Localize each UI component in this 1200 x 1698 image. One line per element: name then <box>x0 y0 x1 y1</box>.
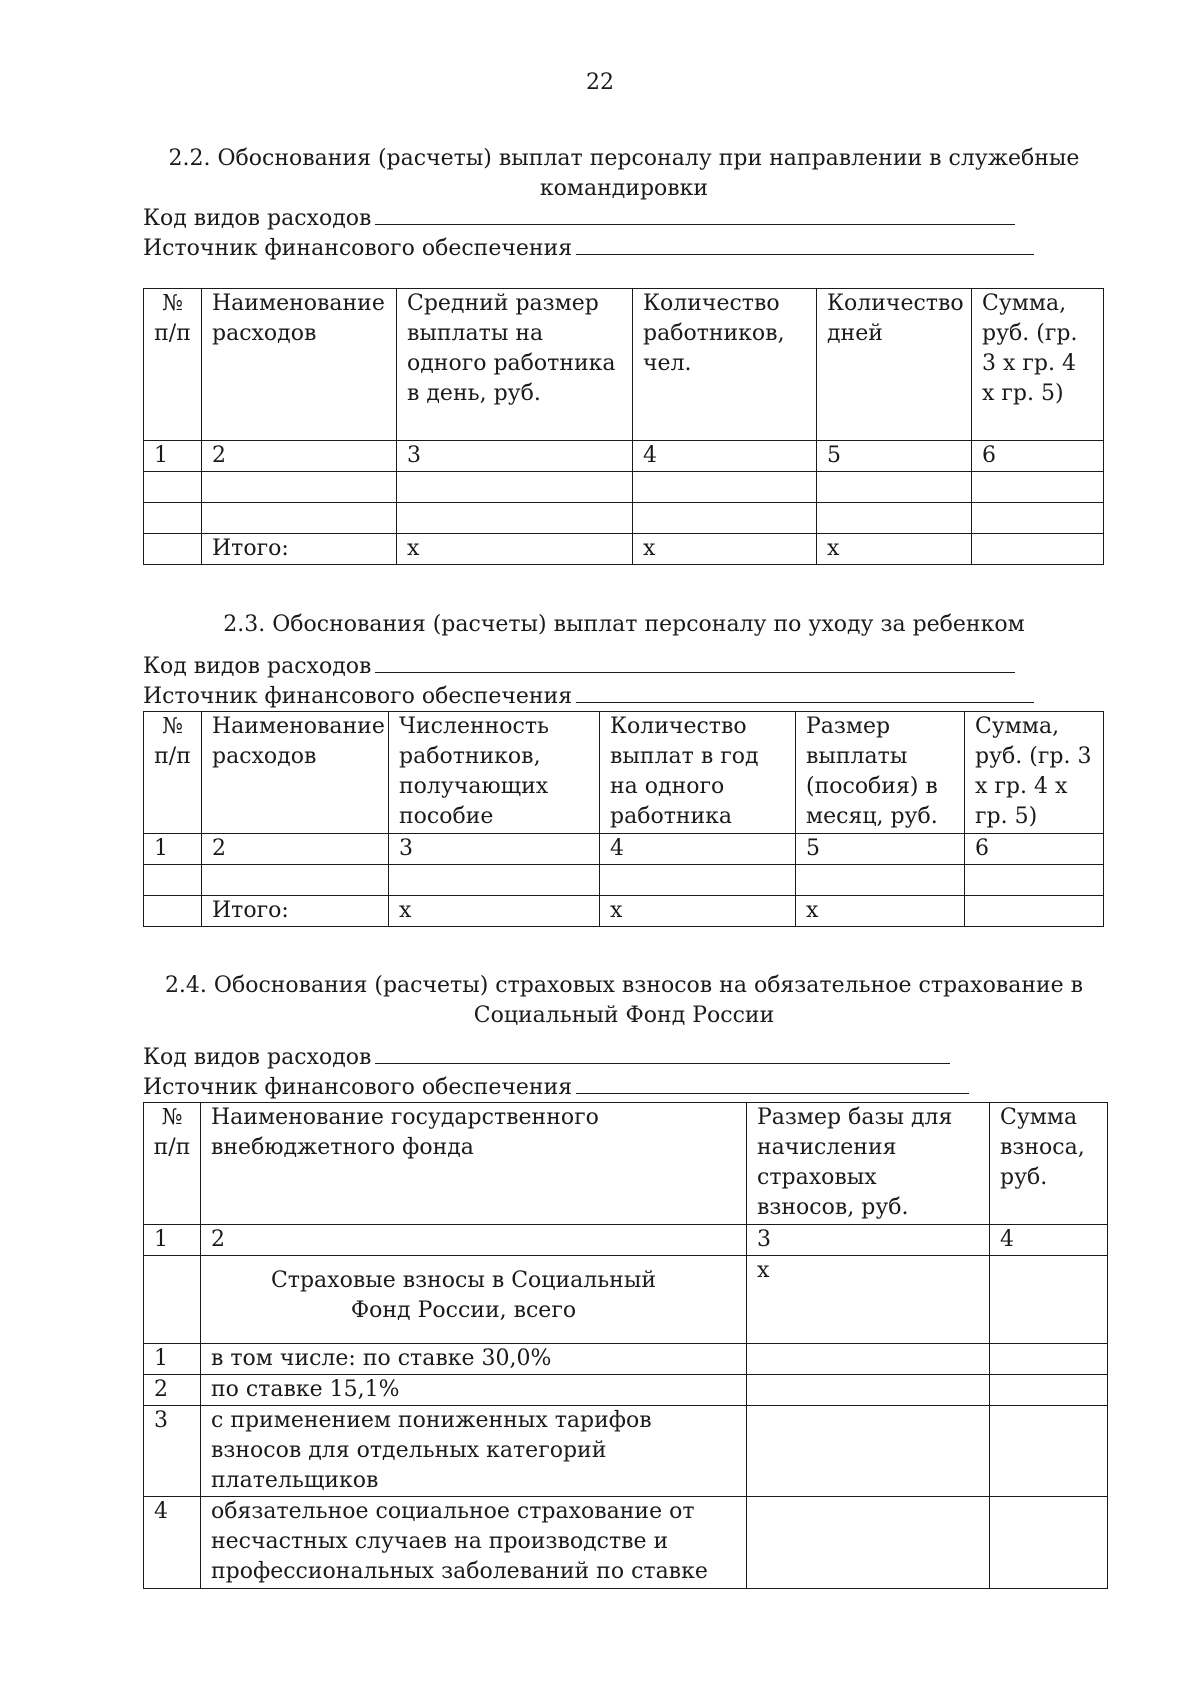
s24-n1: 1 <box>144 1225 201 1256</box>
s22-empty-row[interactable] <box>144 472 1104 503</box>
s22-number-row <box>144 441 1104 472</box>
s23-x-mark: x <box>600 896 796 927</box>
s23-code-field <box>143 652 1015 682</box>
s23-n6: 6 <box>965 834 1104 865</box>
s24-row <box>144 1375 1108 1406</box>
s24-row <box>144 1344 1108 1375</box>
s23-source-label: Источник финансового обеспечения <box>143 684 573 709</box>
s24-header-row <box>144 1103 1108 1225</box>
s24-source-field <box>143 1073 969 1103</box>
s23-n2: 2 <box>202 834 389 865</box>
s22-h-name: Наименование расходов <box>202 289 397 441</box>
s23-n1: 1 <box>144 834 202 865</box>
s24-row-name: в том числе: по ставке 30,0% <box>201 1344 747 1375</box>
s24-row-sum[interactable] <box>990 1406 1108 1497</box>
s22-h-no: № п/п <box>144 289 202 441</box>
s22-n6: 6 <box>972 441 1104 472</box>
section-2-4-title-line1: 2.4. Обоснования (расчеты) страховых взносов на обязательное страхование в <box>164 973 1084 998</box>
s22-total-label: Итого: <box>202 534 397 565</box>
section-2-2-title-line1: 2.2. Обоснования (расчеты) выплат персоналу при направлении в служебные <box>168 146 1080 171</box>
s23-x-mark: x <box>389 896 600 927</box>
s23-total-label: Итого: <box>202 896 389 927</box>
s24-row <box>144 1406 1108 1497</box>
section-2-2-title-line2: командировки <box>539 176 709 201</box>
s24-row-name: с применением пониженных тарифов взносов для отдельных категорий плательщиков <box>201 1406 747 1497</box>
s23-empty-row[interactable] <box>144 865 1104 896</box>
s23-h-payments: Количество выплат в год на одного работника <box>600 712 796 834</box>
s22-table <box>143 288 1104 565</box>
s23-h-workers: Численность работников, получающих пособие <box>389 712 600 834</box>
page-number: 22 <box>586 70 614 95</box>
s22-h-sum: Сумма, руб. (гр. 3 х гр. 4 х гр. 5) <box>972 289 1104 441</box>
s23-header-row <box>144 712 1104 834</box>
s22-total-row <box>144 534 1104 565</box>
s23-total-row <box>144 896 1104 927</box>
s23-h-no: № п/п <box>144 712 202 834</box>
s24-total-sum[interactable] <box>990 1256 1108 1344</box>
s23-number-row <box>144 834 1104 865</box>
s22-x-mark: x <box>633 534 817 565</box>
s24-row-base[interactable] <box>747 1497 990 1589</box>
s24-h-no: № п/п <box>144 1103 201 1225</box>
s22-code-blank[interactable] <box>375 204 1015 225</box>
s24-total-name: Страховые взносы в Социальный Фонд России, всего <box>201 1256 747 1344</box>
section-2-3-title <box>143 610 1105 640</box>
s24-h-sum: Сумма взноса, руб. <box>990 1103 1108 1225</box>
s22-n4: 4 <box>633 441 817 472</box>
s23-source-field <box>143 682 1034 712</box>
s24-row-name: по ставке 15,1% <box>201 1375 747 1406</box>
s23-h-sum: Сумма, руб. (гр. 3 х гр. 4 х гр. 5) <box>965 712 1104 834</box>
s22-h-days: Количество дней <box>817 289 972 441</box>
s24-n4: 4 <box>990 1225 1108 1256</box>
s22-source-field <box>143 234 1034 264</box>
s24-row-no: 4 <box>144 1497 201 1589</box>
s24-code-field <box>143 1043 950 1073</box>
s24-n2: 2 <box>201 1225 747 1256</box>
s24-n3: 3 <box>747 1225 990 1256</box>
s23-h-name: Наименование расходов <box>202 712 389 834</box>
s24-code-blank[interactable] <box>375 1043 950 1064</box>
s24-number-row <box>144 1225 1108 1256</box>
s24-h-name: Наименование государственного внебюджетного фонда <box>201 1103 747 1225</box>
s24-h-base: Размер базы для начисления страховых взносов, руб. <box>747 1103 990 1225</box>
s24-total-base: x <box>747 1256 990 1344</box>
s24-total-row <box>144 1256 1108 1344</box>
s22-header-row <box>144 289 1104 441</box>
s23-code-blank[interactable] <box>375 652 1015 673</box>
s22-h-avg: Средний размер выплаты на одного работника в день, руб. <box>397 289 633 441</box>
s24-source-label: Источник финансового обеспечения <box>143 1075 573 1100</box>
s24-row <box>144 1497 1108 1589</box>
s23-h-size: Размер выплаты (пособия) в месяц, руб. <box>796 712 965 834</box>
s23-total-sum[interactable] <box>965 896 1104 927</box>
s24-row-sum[interactable] <box>990 1497 1108 1589</box>
s22-code-field <box>143 204 1015 234</box>
s24-row-name: обязательное социальное страхование от несчастных случаев на производстве и профессиональных заболеваний по ставке <box>201 1497 747 1589</box>
s23-x-mark: x <box>796 896 965 927</box>
s22-source-label: Источник финансового обеспечения <box>143 236 573 261</box>
s23-code-label: Код видов расходов <box>143 654 372 679</box>
section-2-4-title <box>143 971 1105 1031</box>
s22-x-mark: x <box>397 534 633 565</box>
s23-source-blank[interactable] <box>576 682 1034 703</box>
s24-row-base[interactable] <box>747 1344 990 1375</box>
s24-row-no: 3 <box>144 1406 201 1497</box>
s23-n3: 3 <box>389 834 600 865</box>
s23-n4: 4 <box>600 834 796 865</box>
section-2-3-title-line: 2.3. Обоснования (расчеты) выплат персоналу по уходу за ребенком <box>223 612 1025 637</box>
s22-n3: 3 <box>397 441 633 472</box>
s22-source-blank[interactable] <box>576 234 1034 255</box>
s22-n1: 1 <box>144 441 202 472</box>
s24-row-base[interactable] <box>747 1375 990 1406</box>
s22-n5: 5 <box>817 441 972 472</box>
s22-code-label: Код видов расходов <box>143 206 372 231</box>
section-2-2-title <box>143 144 1105 204</box>
s22-n2: 2 <box>202 441 397 472</box>
s24-code-label: Код видов расходов <box>143 1045 372 1070</box>
s23-n5: 5 <box>796 834 965 865</box>
s24-source-blank[interactable] <box>576 1073 969 1094</box>
s22-x-mark: x <box>817 534 972 565</box>
s24-row-sum[interactable] <box>990 1375 1108 1406</box>
s23-table <box>143 711 1104 927</box>
s24-row-sum[interactable] <box>990 1344 1108 1375</box>
section-2-4-title-line2: Социальный Фонд России <box>473 1003 775 1028</box>
s22-total-sum[interactable] <box>972 534 1104 565</box>
s24-row-no: 2 <box>144 1375 201 1406</box>
s24-row-no: 1 <box>144 1344 201 1375</box>
s22-h-workers: Количество работников, чел. <box>633 289 817 441</box>
s22-empty-row[interactable] <box>144 503 1104 534</box>
s24-row-base[interactable] <box>747 1406 990 1497</box>
s24-table <box>143 1102 1108 1589</box>
